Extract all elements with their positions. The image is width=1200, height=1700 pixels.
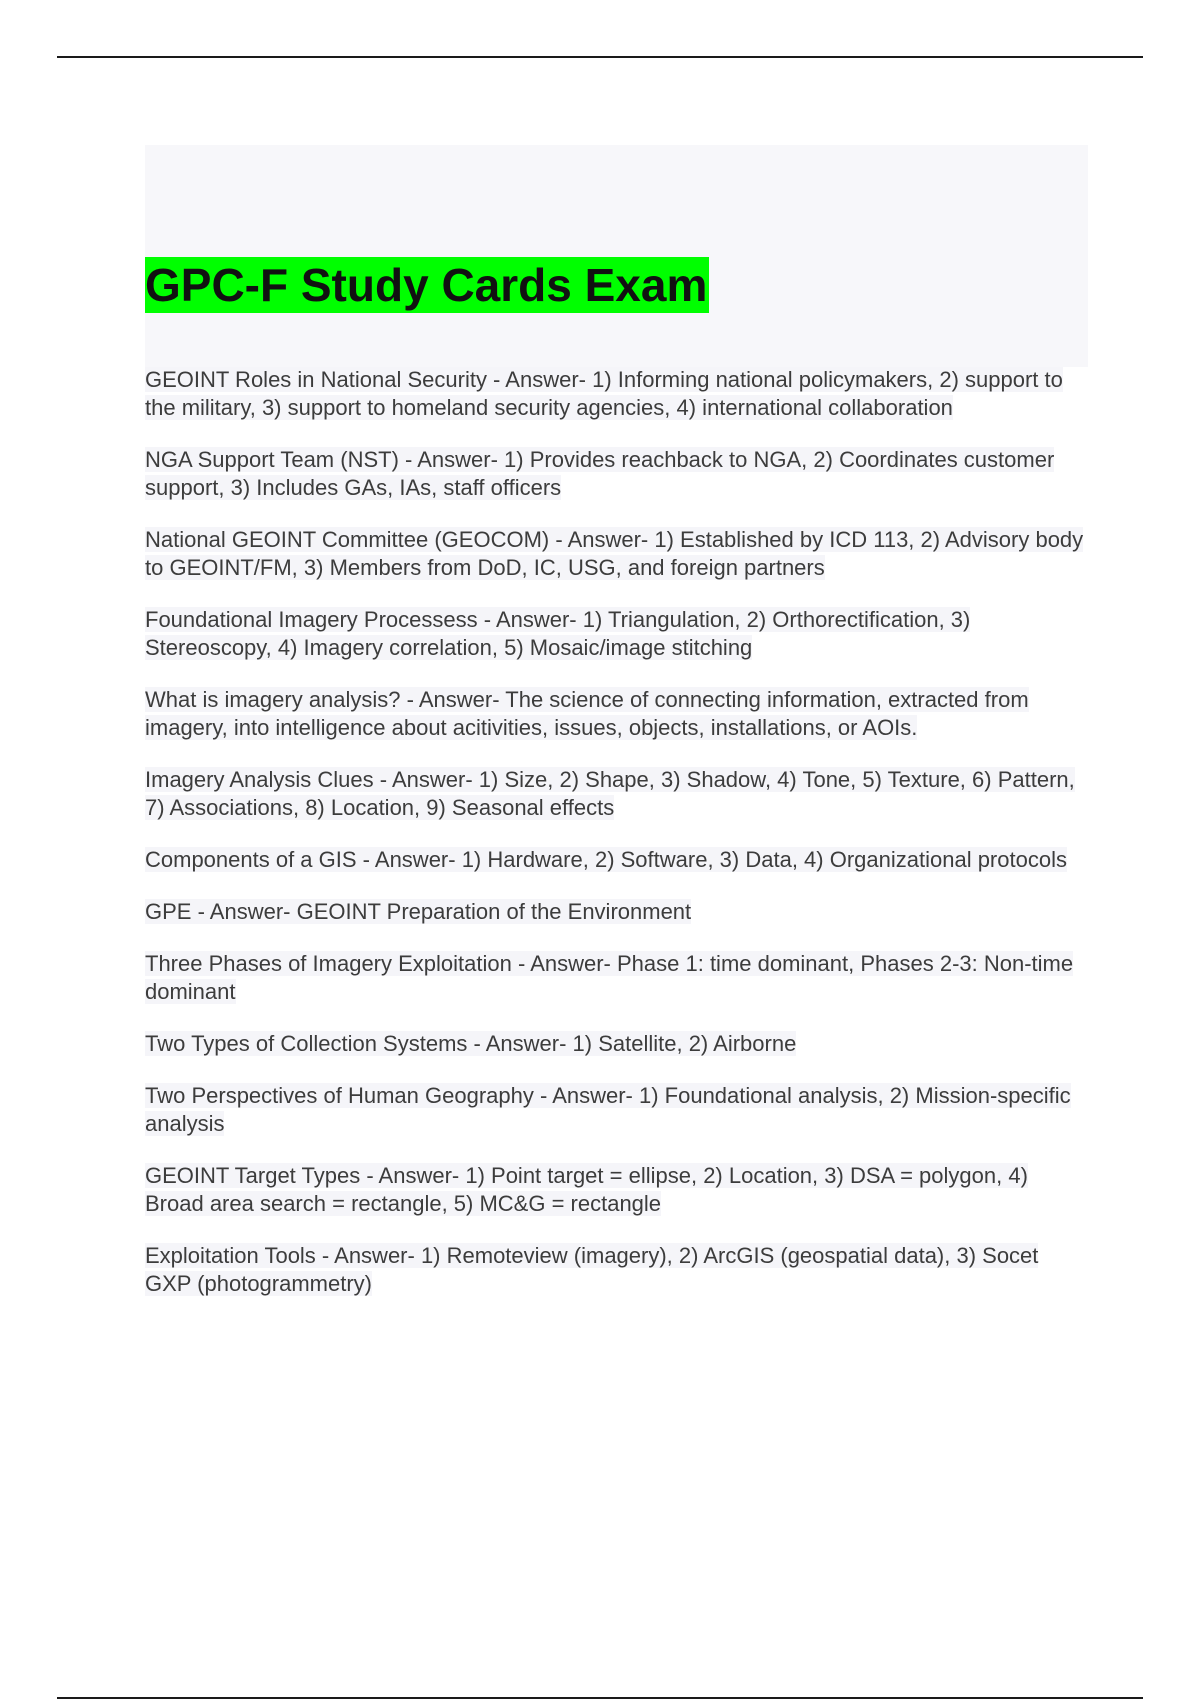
study-card	[145, 1082, 1090, 1138]
study-card	[145, 846, 1090, 874]
study-card-text: Three Phases of Imagery Exploitation - Answer- Phase 1: time dominant, Phases 2-3: Non-time dominant	[145, 951, 1074, 1004]
study-card-text: What is imagery analysis? - Answer- The science of connecting information, extracted from imagery, into intelligence about acitivities, issues, objects, installations, or AOIs.	[145, 687, 1029, 740]
study-card-text: Imagery Analysis Clues - Answer- 1) Size, 2) Shape, 3) Shadow, 4) Tone, 5) Texture, 6) Pattern, 7) Associations, 8) Location, 9) Seasonal effects	[145, 767, 1075, 820]
study-card	[145, 1242, 1090, 1298]
study-card	[145, 366, 1090, 422]
study-card-text: GEOINT Target Types - Answer- 1) Point target = ellipse, 2) Location, 3) DSA = polygon, 4) Broad area search = rectangle, 5) MC&G = rectangle	[145, 1163, 1028, 1216]
study-card-text: Foundational Imagery Processess - Answer- 1) Triangulation, 2) Orthorectification, 3) Stereoscopy, 4) Imagery correlation, 5) Mosaic/image stitching	[145, 607, 971, 660]
study-card-list	[145, 366, 1090, 1322]
study-card	[145, 1030, 1090, 1058]
study-card	[145, 526, 1090, 582]
study-card-text: Components of a GIS - Answer- 1) Hardware, 2) Software, 3) Data, 4) Organizational protocols	[145, 847, 1067, 872]
study-card	[145, 606, 1090, 662]
document-title: GPC-F Study Cards Exam	[145, 259, 708, 311]
study-card	[145, 766, 1090, 822]
study-card-text: GPE - Answer- GEOINT Preparation of the Environment	[145, 899, 692, 924]
study-card	[145, 686, 1090, 742]
study-card-text: Two Types of Collection Systems - Answer- 1) Satellite, 2) Airborne	[145, 1031, 797, 1056]
study-card-text: NGA Support Team (NST) - Answer- 1) Provides reachback to NGA, 2) Coordinates customer support, 3) Includes GAs, IAs, staff officers	[145, 447, 1055, 500]
study-card	[145, 1162, 1090, 1218]
study-card-text: Exploitation Tools - Answer- 1) Remoteview (imagery), 2) ArcGIS (geospatial data), 3) Socet GXP (photogrammetry)	[145, 1243, 1039, 1296]
study-card-text: Two Perspectives of Human Geography - Answer- 1) Foundational analysis, 2) Mission-specific analysis	[145, 1083, 1071, 1136]
study-card	[145, 898, 1090, 926]
study-card	[145, 446, 1090, 502]
top-rule	[57, 56, 1143, 58]
title-block	[145, 145, 1088, 367]
study-card-text: GEOINT Roles in National Security - Answer- 1) Informing national policymakers, 2) support to the military, 3) support to homeland security agencies, 4) international collaboration	[145, 367, 1063, 420]
study-card	[145, 950, 1090, 1006]
study-card-text: National GEOINT Committee (GEOCOM) - Answer- 1) Established by ICD 113, 2) Advisory body to GEOINT/FM, 3) Members from DoD, IC, USG, and foreign partners	[145, 527, 1084, 580]
bottom-rule	[57, 1697, 1143, 1699]
